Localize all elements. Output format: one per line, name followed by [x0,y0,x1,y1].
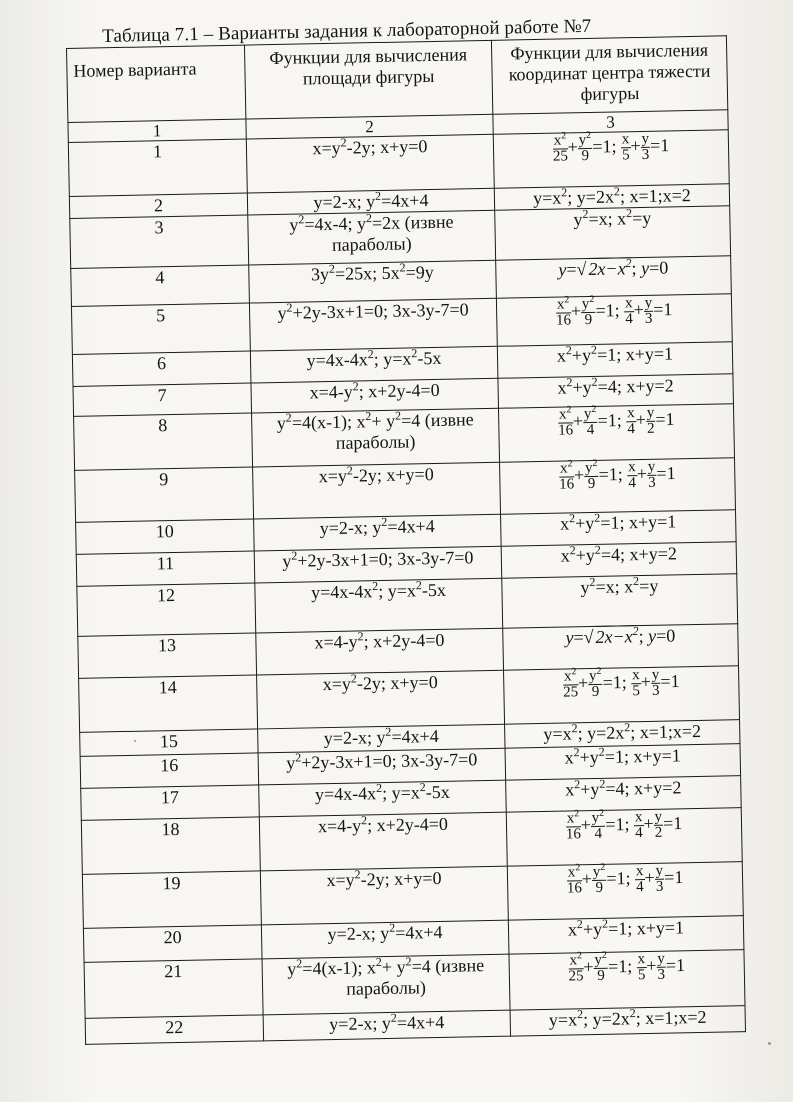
variant-number: 5 [71,303,250,354]
area-functions: $y^2=4x-4$; $y^2=2x$ (извне параболы) [248,210,496,265]
variant-number: 6 [72,351,251,386]
area-functions: $x=4-y^2$; x+2y-4=0 [259,812,507,871]
variant-number: 3 [70,215,249,268]
header-area-functions: Функции для вычисления площади фигуры [244,40,492,119]
variant-number: 18 [81,817,260,874]
variant-number: 9 [75,467,254,522]
centroid-functions: $x^2+y^2=1$; x+y=1 [501,510,737,547]
variant-number: 12 [77,583,256,636]
variants-table [66,35,746,1045]
centroid-functions: $y=√2x-x^2$; y=0 [503,624,739,671]
area-functions: $y^2=4(x-1)$; $x^2+ y^2=4$ (извне параболы) [252,408,500,467]
variant-number: 1 [68,139,247,196]
variant-number: 19 [82,871,261,928]
centroid-functions: $y^2=x$; $x^2=y$ [495,206,731,261]
area-functions: y=2-x; $y^2=4x+4$ [247,188,494,215]
variant-number: 10 [76,519,255,554]
area-functions: $y^2=4(x-1)$; $x^2+ y^2=4$ (извне параболы) [262,954,510,1015]
variant-number: 15 [80,729,258,756]
variant-number: 22 [85,1015,263,1044]
area-functions: y=2-x; $y^2=4x+4$ [263,1010,510,1041]
centroid-functions: $\frac{x^2}{25}$ + $\frac{y^2}{9}$ =1; $\frac{x}{5}$ + $\frac{y}{3}$ =1 [504,666,740,725]
centroid-functions: $y=x^2$; $y=2x^2$; x=1;x=2 [505,720,740,749]
area-functions: y=2-x; $y^2=4x+4$ [258,724,505,753]
area-functions: y=2-x; $y^2=4x+4$ [254,514,502,551]
table-caption: Таблица 7.1 – Варианты задания к лабораторной работе №7 [102,15,592,47]
area-functions: y=2-x; $y^2=4x+4$ [261,920,509,959]
variant-number: 16 [80,753,259,788]
header-centroid-functions: Функции для вычисления координат центра тяжести фигуры [491,36,727,114]
column-number: 3 [493,110,728,135]
centroid-functions: $x^2+y^2=4$; x+y=2 [498,374,734,409]
area-functions: $y=4x-4x^2$; $y=x^2-5x$ [250,346,498,383]
area-functions: $y=4x-4x^2$; $y=x^2-5x$ [259,780,507,817]
variant-number: 17 [81,785,260,820]
header-variant-number: Номер варианта [67,45,246,122]
centroid-functions: $y=√2x-x^2$; y=0 [496,256,732,299]
variant-number: 4 [71,265,250,306]
centroid-functions: $\frac{x^2}{25}$ + $\frac{y^2}{9}$ =1; $\frac{x}{5}$ + $\frac{y}{3}$ =1 [493,130,729,189]
area-functions: $x=y^2-2y$; x+y=0 [253,462,501,519]
centroid-functions: $\frac{x^2}{16}$ + $\frac{y^2}{9}$ =1; $\frac{x}{4}$ + $\frac{y}{3}$ =1 [500,458,736,515]
variant-number: 2 [69,193,247,218]
centroid-functions: $\frac{x^2}{16}$ + $\frac{y^2}{9}$ =1; $\frac{x}{4}$ + $\frac{y}{3}$ =1 [507,862,743,921]
centroid-functions: $\frac{x^2}{16}$ + $\frac{y^2}{9}$ =1; $\frac{x}{4}$ + $\frac{y}{3}$ =1 [496,294,732,347]
variants-table-wrapper [66,35,746,1045]
centroid-functions: $\frac{x^2}{25}$ + $\frac{y^2}{9}$ =1; $\frac{x}{5}$ + $\frac{y}{3}$ =1 [509,950,745,1011]
paper-speck [134,740,136,742]
variant-number: 8 [74,413,253,470]
centroid-functions: $x^2+y^2=4$; x+y=2 [501,542,737,579]
variant-number: 21 [84,959,263,1018]
area-functions: $x=4-y^2$; x+2y-4=0 [256,628,504,675]
centroid-functions: $y=x^2$; $y=2x^2$; x=1;x=2 [494,184,729,211]
area-functions: $y=4x-4x^2$; $y=x^2-5x$ [255,578,503,633]
centroid-functions: $\frac{x^2}{16}$ + $\frac{y^2}{4}$ =1; $\frac{x}{4}$ + $\frac{y}{2}$ =1 [506,808,742,867]
area-functions: $3y^2=25x$; $5x^2=9y$ [249,260,497,303]
variant-number: 20 [83,925,262,962]
area-functions: $y^2+2y-3x+1=0$; 3x-3y-7=0 [254,546,502,583]
header-row [67,36,728,123]
paper-speck [768,1042,771,1045]
variant-number: 14 [79,675,258,732]
centroid-functions: $y^2=x$; $x^2=y$ [502,574,738,629]
column-number: 2 [246,114,493,139]
area-functions: $x=y^2-2y$; x+y=0 [246,134,494,193]
area-functions: $x=y^2-2y$; x+y=0 [257,670,505,729]
centroid-functions: $x^2+y^2=1$; x+y=1 [508,916,744,955]
variant-number: 13 [78,633,257,678]
variant-number: 11 [76,551,255,586]
centroid-functions: $x^2+y^2=1$; x+y=1 [505,744,741,781]
column-number: 1 [68,119,246,142]
centroid-functions: $x^2+y^2=4$; x+y=2 [506,776,742,813]
area-functions: $x=4-y^2$; x+2y-4=0 [251,378,499,413]
variant-number: 7 [73,383,252,416]
centroid-functions: $\frac{x^2}{16}$ + $\frac{y^2}{4}$ =1; $\frac{x}{4}$ + $\frac{y}{2}$ =1 [498,404,734,463]
centroid-functions: $y=x^2$; $y=2x^2$; x=1;x=2 [510,1006,745,1037]
area-functions: $y^2+2y-3x+1=0$; 3x-3y-7=0 [258,748,506,785]
centroid-functions: $x^2+y^2=1$; x+y=1 [497,342,733,379]
area-functions: $x=y^2-2y$; x+y=0 [260,866,508,925]
area-functions: $y^2+2y-3x+1=0$; 3x-3y-7=0 [249,298,497,351]
